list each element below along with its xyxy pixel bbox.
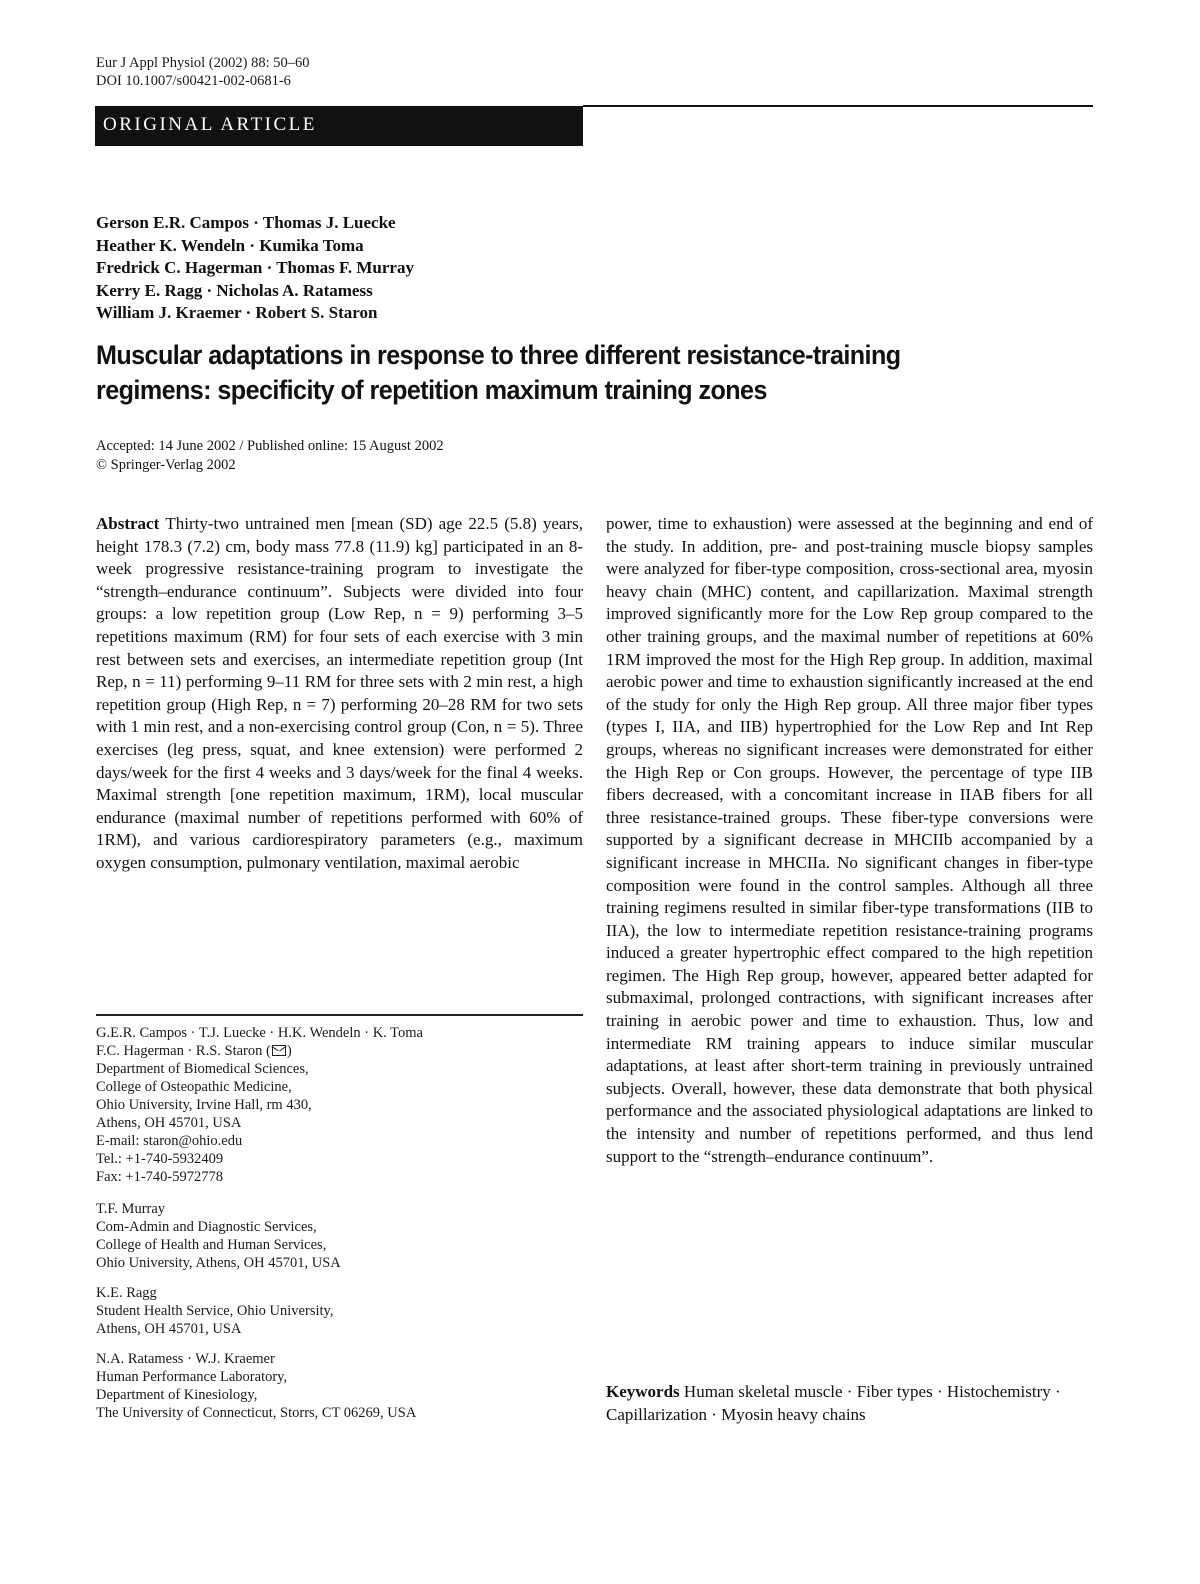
publication-dates	[96, 437, 444, 475]
author-list	[96, 212, 414, 325]
article-title	[96, 338, 1035, 408]
affiliation-line: T.F. Murray	[96, 1201, 166, 1217]
affiliation-block	[96, 1024, 583, 1186]
abstract-text-left: Thirty-two untrained men [mean (SD) age 22.5 (5.8) years, height 178.3 (7.2) cm, body mass 77.8 (11.9) kg] participated in an 8-week progressive resistance-training program to investigate the “strength–endurance continuum”. Subjects were divided into four groups: a low repetition group (Low Rep, n = 9) performing 3–5 repetitions maximum (RM) for four sets of each exercise with 3 min rest between sets and exercises, an intermediate repetition group (Int Rep, n = 11) performing 9–11 RM for three sets with 2 min rest, a high repetition group (High Rep, n = 7) performing 20–28 RM for two sets with 1 min rest, and a non-exercising control group (Con, n = 5). Three exercises (leg press, squat, and knee extension) were performed 2 days/week for the first 4 weeks and 3 days/week for the final 4 weeks. Maximal strength [one repetition maximum, 1RM), local muscular endurance (maximal number of repetitions performed with 60% of 1RM), and various cardiorespiratory parameters (e.g., maximum oxygen consumption, pulmonary ventilation, maximal aerobic	[96, 514, 584, 872]
affiliation-line: Com-Admin and Diagnostic Services,	[96, 1219, 317, 1235]
section-label: ORIGINAL ARTICLE	[103, 114, 317, 135]
accepted-date: Accepted: 14 June 2002 / Published online: 15 August 2002	[96, 438, 444, 454]
author-line: Kerry E. Ragg · Nicholas A. Ratamess	[96, 280, 373, 300]
journal-reference	[96, 54, 309, 90]
affiliation-line: The University of Connecticut, Storrs, CT 06269, USA	[96, 1405, 417, 1421]
abstract-text-right: power, time to exhaustion) were assessed at the beginning and end of the study. In addition, pre- and post-training muscle biopsy samples were analyzed for fiber-type composition, cross-sectional area, myosin heavy chain (MHC) content, and capillarization. Maximal strength improved significantly more for the Low Rep group compared to the other training groups, and the maximal number of repetitions at 60% 1RM improved the most for the High Rep group. In addition, maximal aerobic power and time to exhaustion significantly increased at the end of the study for only the High Rep group. All three major fiber types (types I, IIA, and IIB) hypertrophied for the Low Rep and Int Rep groups, whereas no significant increases were demonstrated for either the High Rep or Con groups. However, the percentage of type IIB fibers decreased, with a concomitant increase in IIAB fibers for all three resistance-trained groups. These fiber-type conversions were supported by a significant decrease in MHCIIb accompanied by a significant increase in MHCIIa. No significant changes in fiber-type composition were found in the control samples. Although all three training regimens resulted in similar fiber-type transformations (IIB to IIA), the low to intermediate repetition resistance-training programs induced a greater hypertrophic effect compared to the high repetition regimen. The High Rep group, however, appeared better adapted for submaximal, prolonged contractions, with significant increases after training in aerobic power and time to exhaustion. Thus, low and intermediate RM training appears to induce similar muscular adaptations, at least after short-term training in previously untrained subjects. Overall, however, these data demonstrate that both physical performance and the associated physiological adaptations are linked to the intensity and number of repetitions performed, and thus lend support to the “strength–endurance continuum”.	[606, 514, 1093, 1166]
affiliation-line: K.E. Ragg	[96, 1285, 157, 1301]
affiliation-text: F.C. Hagerman · R.S. Staron (	[96, 1043, 271, 1059]
affiliation-line: Ohio University, Athens, OH 45701, USA	[96, 1255, 341, 1271]
author-line: Gerson E.R. Campos · Thomas J. Luecke	[96, 213, 396, 232]
affiliation-block	[96, 1350, 583, 1422]
affiliation-block	[96, 1200, 583, 1272]
abstract-left-column	[96, 513, 583, 875]
keywords-text: Human skeletal muscle · Fiber types · Histochemistry · Capillarization · Myosin heavy chains	[606, 1382, 1061, 1424]
fax-line: Fax: +1-740-5972778	[96, 1169, 223, 1185]
affiliation-text: )	[286, 1043, 292, 1059]
section-banner	[95, 106, 583, 146]
keywords	[606, 1381, 1096, 1426]
affiliation-line: G.E.R. Campos · T.J. Luecke · H.K. Wendeln · K. Toma	[96, 1025, 423, 1041]
affiliation-block	[96, 1284, 583, 1338]
abstract-right-column	[606, 513, 1093, 1168]
affiliation-line: Athens, OH 45701, USA	[96, 1115, 242, 1131]
affiliation-rule	[96, 1014, 583, 1016]
affiliation-line: College of Health and Human Services,	[96, 1237, 327, 1253]
journal-citation: Eur J Appl Physiol (2002) 88: 50–60	[96, 55, 310, 71]
affiliation-line: College of Osteopathic Medicine,	[96, 1079, 292, 1095]
envelope-icon	[272, 1045, 286, 1056]
affiliation-line: Athens, OH 45701, USA	[96, 1321, 242, 1337]
doi: DOI 10.1007/s00421-002-0681-6	[96, 73, 291, 89]
copyright: © Springer-Verlag 2002	[96, 457, 236, 473]
affiliation-line: Student Health Service, Ohio University,	[96, 1303, 334, 1319]
title-line: regimens: specificity of repetition maximum training zones	[96, 375, 767, 405]
title-line: Muscular adaptations in response to three different resistance-training	[96, 340, 901, 370]
abstract-heading: Abstract	[96, 514, 166, 533]
author-line: William J. Kraemer · Robert S. Staron	[96, 303, 378, 323]
keywords-heading: Keywords	[606, 1382, 684, 1401]
affiliation-line: Human Performance Laboratory,	[96, 1369, 288, 1385]
email-line: E-mail: staron@ohio.edu	[96, 1133, 243, 1149]
affiliation-line: Department of Kinesiology,	[96, 1387, 258, 1403]
affiliation-line: N.A. Ratamess · W.J. Kraemer	[96, 1351, 275, 1367]
affiliation-line	[96, 1042, 583, 1060]
phone-line: Tel.: +1-740-5932409	[96, 1151, 224, 1167]
author-line: Fredrick C. Hagerman · Thomas F. Murray	[96, 258, 414, 278]
affiliation-line: Department of Biomedical Sciences,	[96, 1061, 309, 1077]
author-line: Heather K. Wendeln · Kumika Toma	[96, 235, 364, 255]
header-rule	[583, 105, 1093, 107]
affiliation-line: Ohio University, Irvine Hall, rm 430,	[96, 1097, 312, 1113]
